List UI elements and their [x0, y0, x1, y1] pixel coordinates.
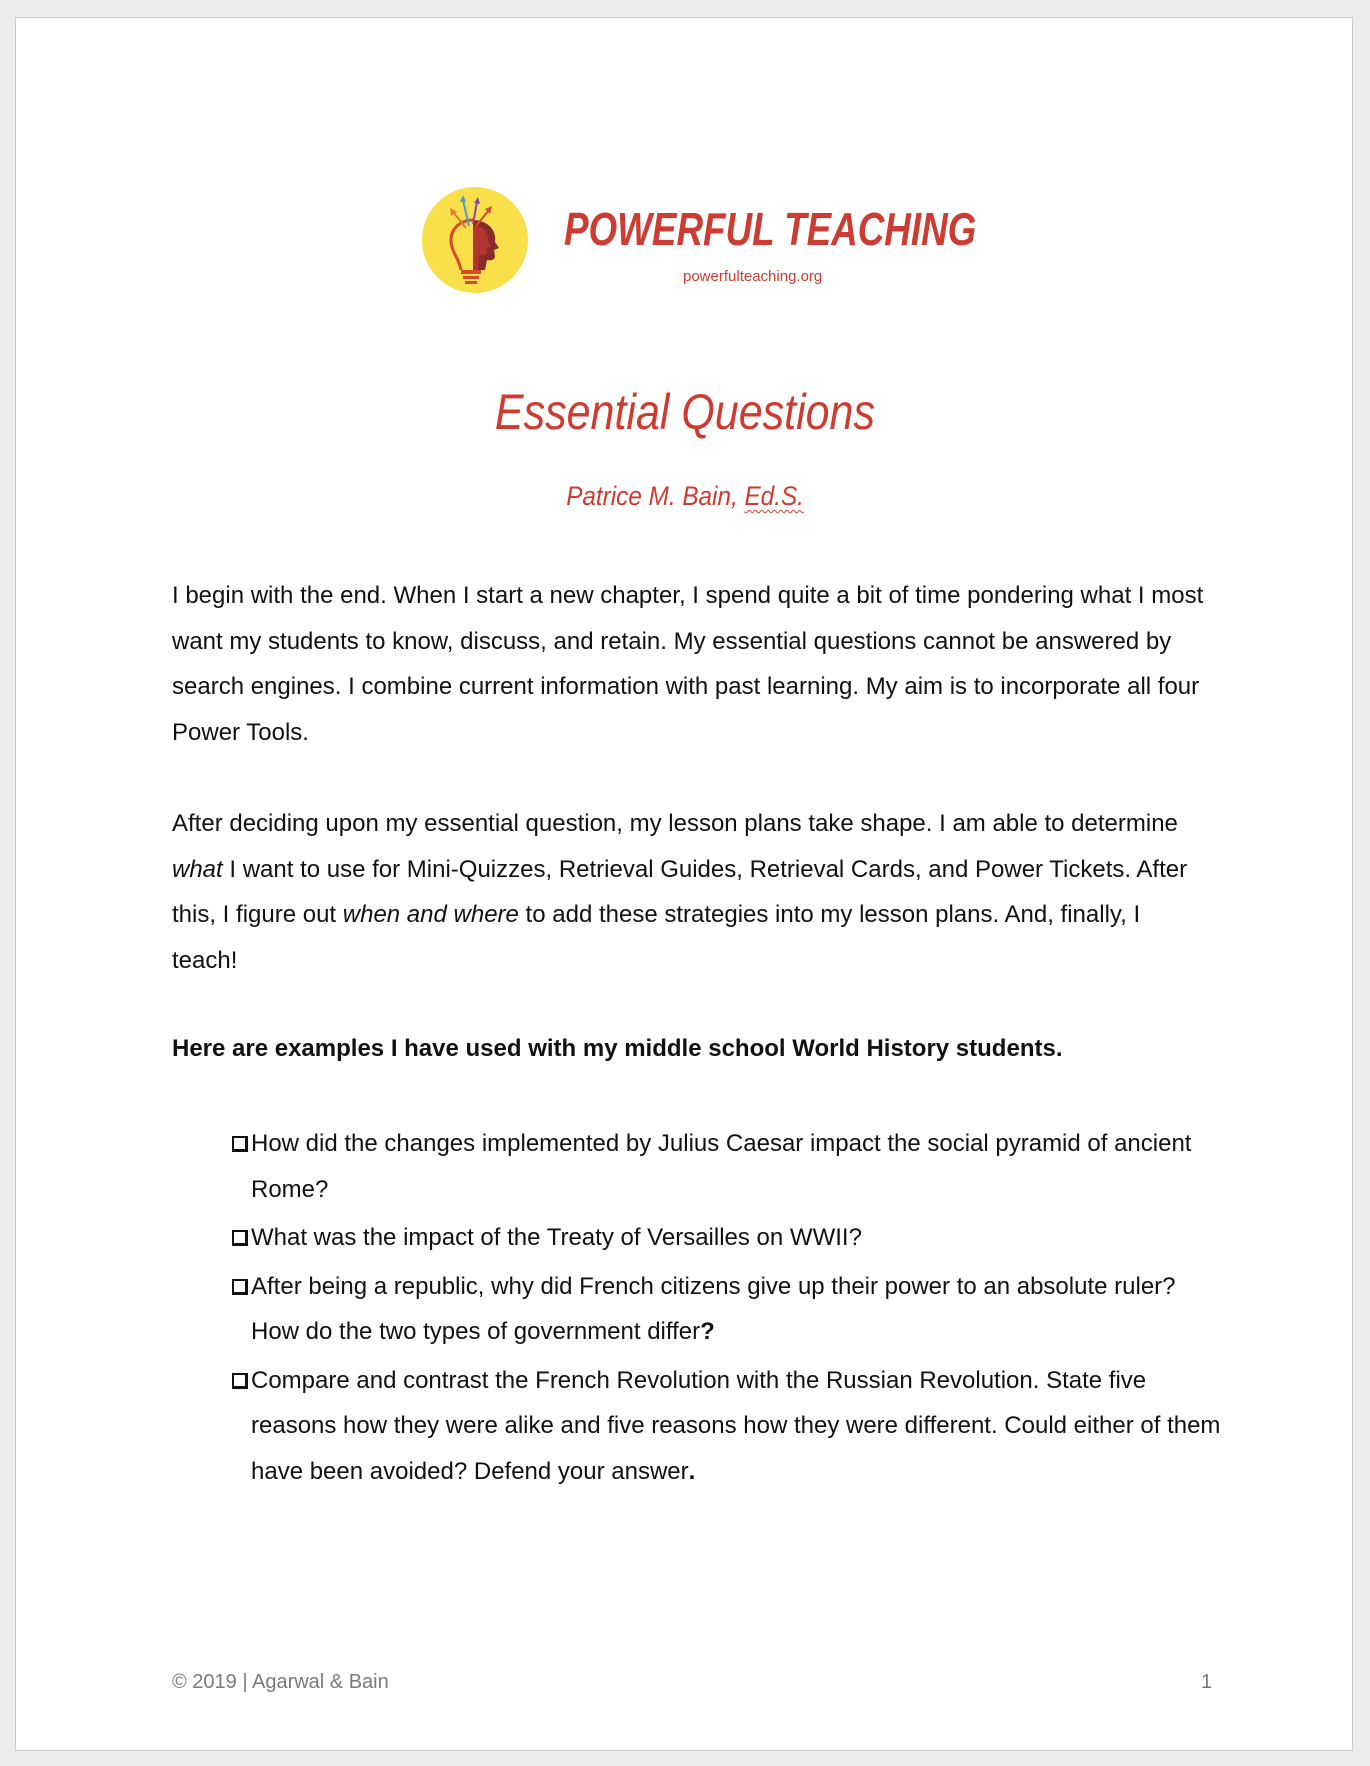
document-author [16, 481, 1354, 512]
powerful-teaching-logo [421, 186, 977, 298]
document-title [16, 383, 1354, 441]
intro-paragraph: I begin with the end. When I start a new chapter, I spend quite a bit of time pondering what I most want my students to know, discuss, and retain. My essential questions cannot be answered by search engines. I combine current information with past learning. My aim is to incorporate all four Power Tools. [172, 582, 1204, 746]
question-text: After being a republic, why did French citizens give up their power to an absolute ruler? How do the two types of government differ [251, 1272, 1176, 1345]
lesson-plan-paragraph [172, 801, 1212, 983]
list-item [172, 1358, 1222, 1495]
p2-em-what: what [172, 855, 223, 883]
footer-page-number: 1 [1201, 1671, 1213, 1693]
lightbulb-head-icon [421, 186, 529, 294]
brand-name: POWERFUL TEACHING [564, 203, 977, 255]
p2-part3: to add these strategies into my lesson plans. And, finally, I teach! [172, 901, 1141, 974]
checkbox-bullet-icon [232, 1373, 248, 1389]
author-degree: Ed.S. [744, 481, 804, 511]
list-item [172, 1264, 1222, 1355]
question-tail: . [688, 1457, 696, 1485]
question-text: How did the changes implemented by Julius Caesar impact the social pyramid of ancient Rome? [251, 1130, 1192, 1203]
document-page [15, 17, 1353, 1751]
brand-url: powerfulteaching.org [683, 268, 823, 285]
checkbox-bullet-icon [232, 1279, 248, 1295]
checkbox-bullet-icon [232, 1136, 248, 1152]
essential-questions-list [172, 1121, 1222, 1497]
p2-em-when-where: when and where [342, 901, 519, 928]
p2-part1: After deciding upon my essential question, my lesson plans take shape. I am able to determine [172, 810, 1178, 837]
author-wrap [566, 481, 804, 512]
examples-heading: Here are examples I have used with my middle school World History students. [172, 1035, 1063, 1062]
author-name: Patrice M. Bain, [566, 481, 745, 511]
p2-part2: I want to use for Mini-Quizzes, Retrieval Guides, Retrieval Cards, and Power Tickets. After this, I figure out [172, 855, 1188, 928]
list-item [172, 1215, 1222, 1261]
question-tail: ? [700, 1318, 715, 1345]
question-text: What was the impact of the Treaty of Versailles on WWII? [251, 1224, 862, 1251]
checkbox-bullet-icon [232, 1230, 248, 1246]
question-text: Compare and contrast the French Revolution with the Russian Revolution. State five reasons how they were alike and five reasons how they were different. Could either of them have been avoided? Defend your answer [251, 1366, 1221, 1485]
footer-copyright: © 2019 | Agarwal & Bain [172, 1671, 389, 1693]
list-item [172, 1121, 1222, 1212]
document-title-text: Essential Questions [494, 384, 876, 440]
